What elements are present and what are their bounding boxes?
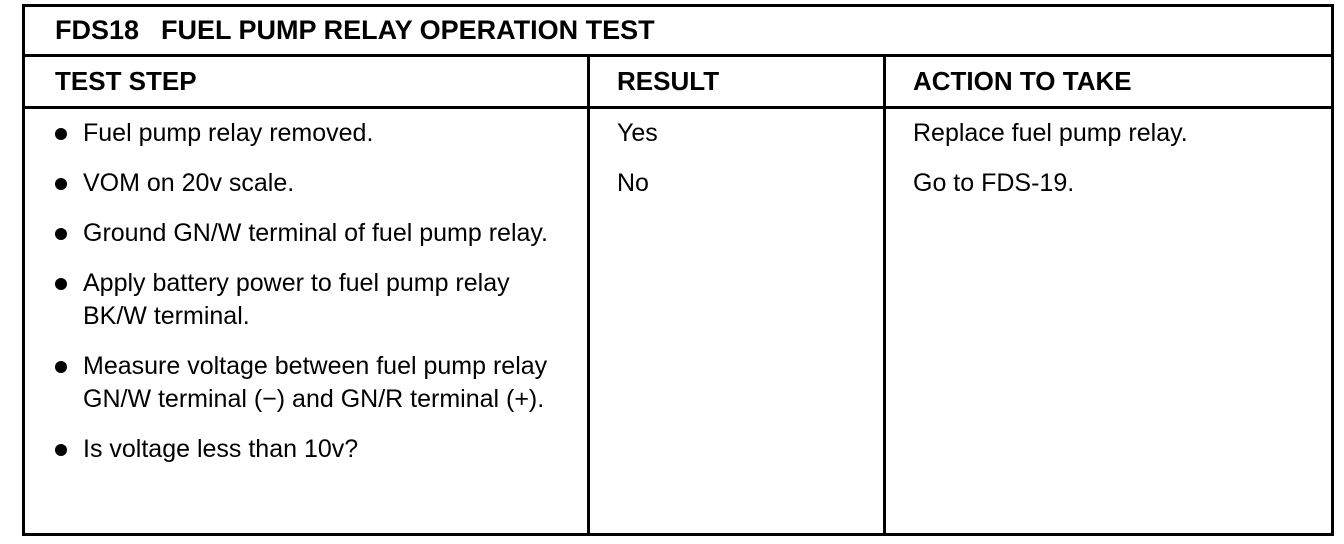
result-yes: Yes (617, 119, 658, 147)
action-list (913, 117, 1313, 217)
test-step-item (53, 350, 573, 416)
test-table (22, 4, 1334, 536)
test-step-text: Apply battery power to fuel pump relay BK/W terminal. (83, 269, 510, 330)
test-title: FUEL PUMP RELAY OPERATION TEST (161, 15, 655, 45)
bullet-icon (55, 361, 67, 373)
header-action-to-take: ACTION TO TAKE (913, 66, 1132, 96)
test-step-item (53, 267, 573, 333)
test-step-item (53, 167, 573, 200)
header-result: RESULT (617, 66, 720, 96)
bullet-icon (55, 178, 67, 190)
test-step-text: VOM on 20v scale. (83, 169, 295, 197)
test-step-list (53, 117, 573, 483)
test-step-text: Ground GN/W terminal of fuel pump relay. (83, 219, 548, 247)
table-title (25, 7, 1331, 57)
test-step-text: Measure voltage between fuel pump relay GN/W terminal (−) and GN/R terminal (+). (83, 352, 548, 413)
action-no: Go to FDS-19. (913, 169, 1075, 197)
result-list (617, 117, 867, 217)
bullet-icon (55, 444, 67, 456)
bullet-icon (55, 228, 67, 240)
bullet-icon (55, 128, 67, 140)
column-divider (587, 57, 590, 533)
test-step-item (53, 217, 573, 250)
result-no: No (617, 169, 649, 197)
header-test-step: TEST STEP (55, 66, 197, 96)
test-step-text: Fuel pump relay removed. (83, 119, 374, 147)
column-divider (883, 57, 886, 533)
column-header-row (25, 57, 1331, 109)
test-step-text: Is voltage less than 10v? (83, 435, 359, 463)
action-yes: Replace fuel pump relay. (913, 119, 1188, 147)
bullet-icon (55, 278, 67, 290)
test-step-item (53, 117, 573, 150)
test-code: FDS18 (55, 15, 140, 45)
test-step-item (53, 433, 573, 466)
